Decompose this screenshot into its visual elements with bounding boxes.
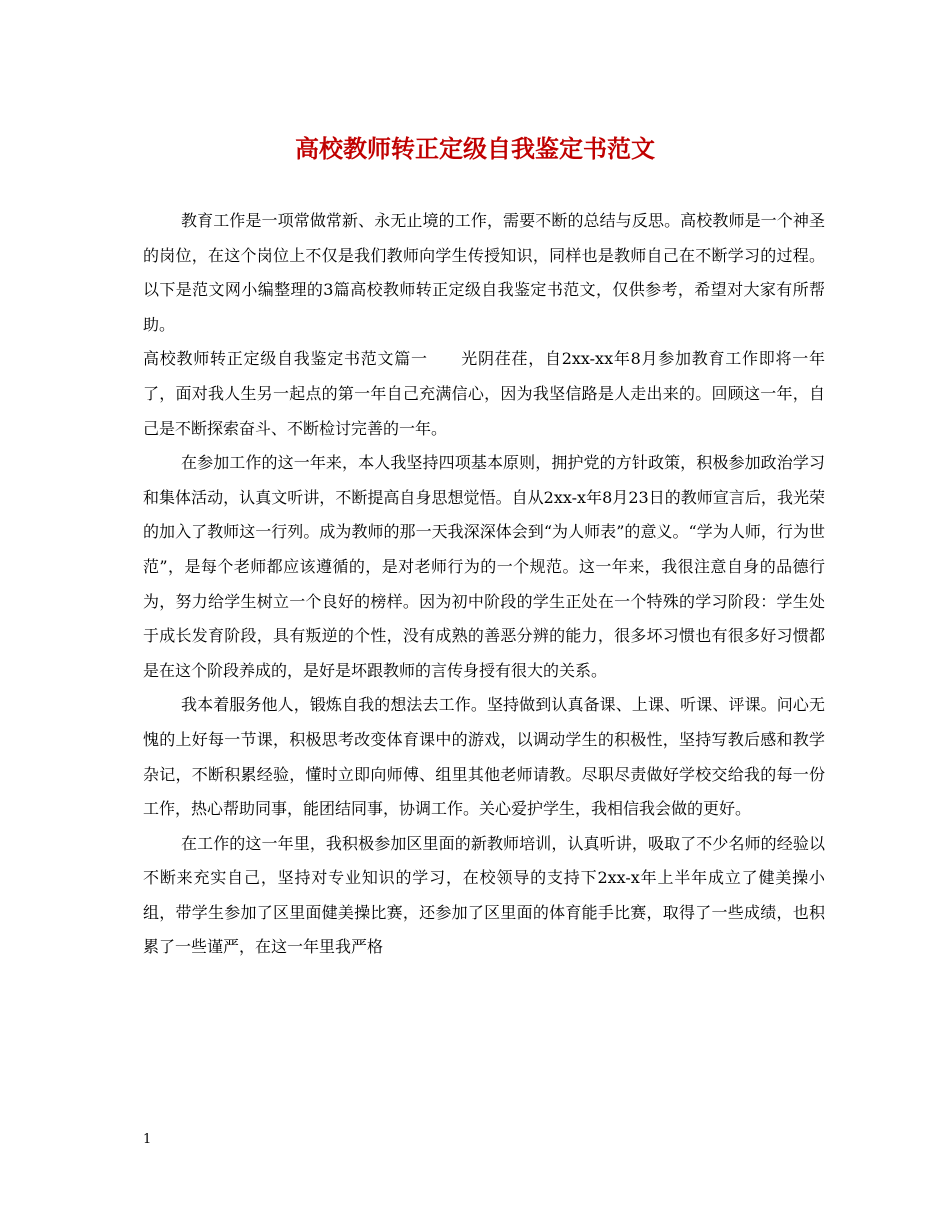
paragraph-section-one: 高校教师转正定级自我鉴定书范文篇一 光阴荏荏，自2xx-xx年8月参加教育工作即将一年了，面对我人生另一起点的第一年自己充满信心，因为我坚信路是人走出来的。回顾这一年，自己是不断探索奋斗、不断检讨完善的一年。 [143, 349, 825, 438]
document-title: 高校教师转正定级自我鉴定书范文 [295, 134, 655, 163]
paragraph-training: 在工作的这一年里，我积极参加区里面的新教师培训，认真听讲，吸取了不少名师的经验以不断来充实自己，坚持对专业知识的学习，在校领导的支持下2xx-x年上半年成立了健美操小组，带学生参加了区里面健美操比赛，还参加了区里面的体育能手比赛，取得了一些成绩，也积累了一些谨严，在这一年里我严格 [143, 833, 825, 957]
paragraph-service: 我本着服务他人，锻炼自我的想法去工作。坚持做到认真备课、上课、听课、评课。问心无愧的上好每一节课，积极思考改变体育课中的游戏，以调动学生的积极性，坚持写教后感和教学杂记，不断积累经验，懂时立即向师傅、组里其他老师请教。尽职尽责做好学校交给我的每一份工作，热心帮助同事，能团结同事，协调工作。关心爱护学生，我相信我会做的更好。 [143, 695, 825, 819]
page-number: 1 [143, 1132, 152, 1147]
paragraph-intro: 教育工作是一项常做常新、永无止境的工作，需要不断的总结与反思。高校教师是一个神圣的岗位，在这个岗位上不仅是我们教师向学生传授知识，同样也是教师自己在不断学习的过程。以下是范文网小编整理的3篇高校教师转正定级自我鉴定书范文，仅供参考，希望对大家有所帮助。 [143, 211, 825, 334]
document-body [143, 204, 825, 965]
paragraph-principles: 在参加工作的这一年来，本人我坚持四项基本原则，拥护党的方针政策，积极参加政治学习和集体活动，认真文听讲，不断提高自身思想觉悟。自从2xx-x年8月23日的教师宣言后，我光荣的加入了教师这一行列。成为教师的那一天我深深体会到“为人师表”的意义。“学为人师，行为世范”，是每个老师都应该遵循的，是对老师行为的一个规范。这一年来，我很注意自身的品德行为，努力给学生树立一个良好的榜样。因为初中阶段的学生正处在一个特殊的学习阶段：学生处于成长发育阶段，具有叛逆的个性，没有成熟的善恶分辨的能力，很多坏习惯也有很多好习惯都是在这个阶段养成的，是好是坏跟教师的言传身授有很大的关系。 [143, 453, 825, 680]
